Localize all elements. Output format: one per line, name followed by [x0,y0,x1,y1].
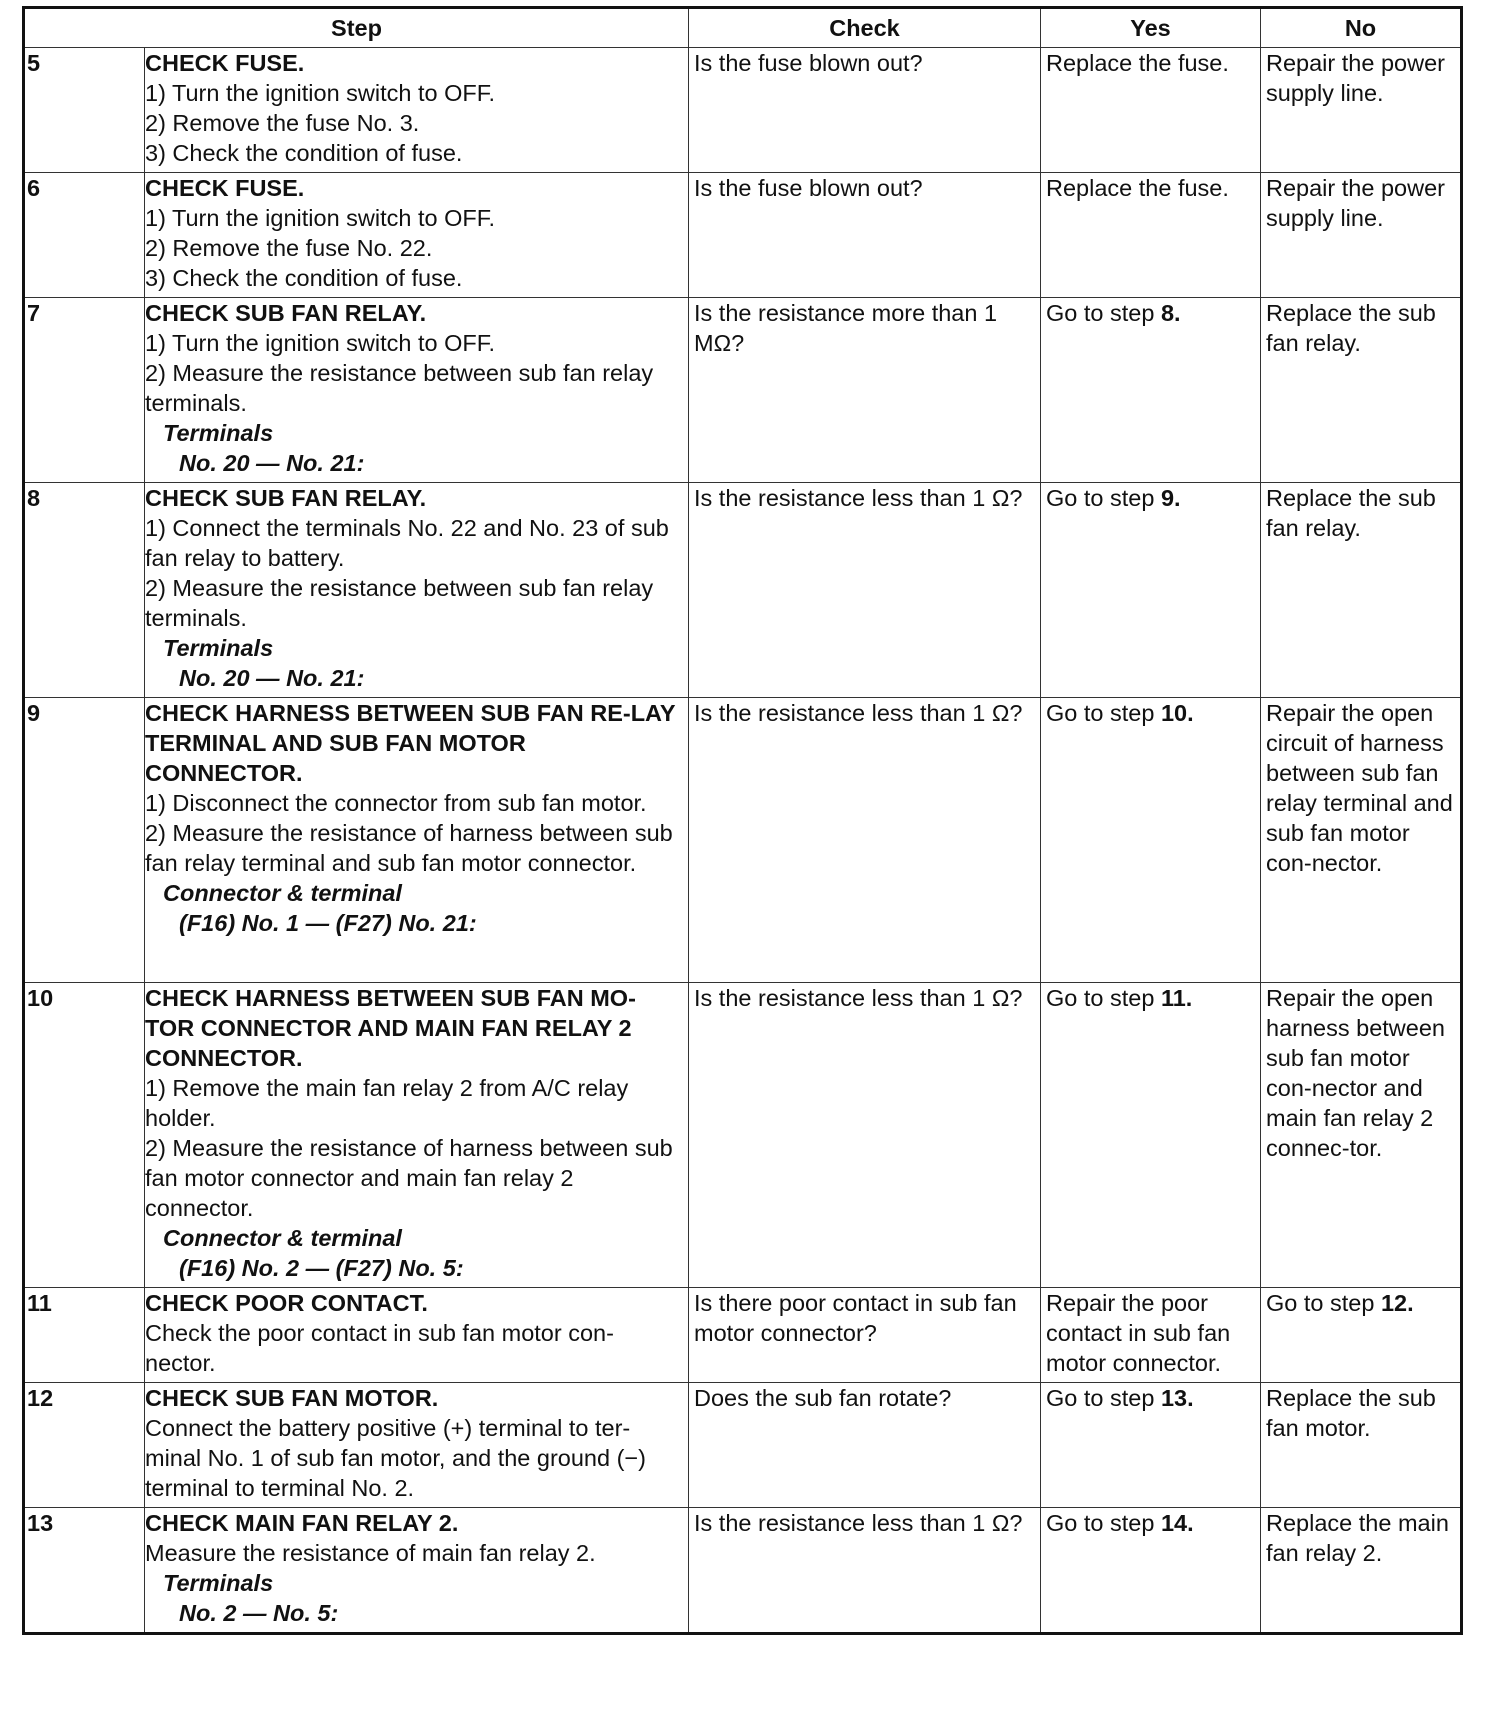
step-title: CHECK SUB FAN RELAY. [145,300,427,326]
step-cell [145,483,689,698]
spec-label: Terminals [163,635,274,661]
no-action [1261,983,1462,1288]
yes-action [1041,983,1261,1288]
yes-goto-label: Go to step [1046,1385,1161,1411]
no-action [1261,1508,1462,1634]
header-check: Check [689,8,1041,48]
step-instruction: 1) Remove the main fan relay 2 from A/C relay holder. [145,1075,629,1131]
step-cell [145,173,689,298]
spec-value: (F16) No. 2 — (F27) No. 5: [179,1255,464,1281]
table-row [24,1288,1462,1383]
yes-goto-step: 8. [1160,300,1181,326]
yes-goto-step: 10. [1160,700,1194,726]
yes-action [1041,1508,1261,1634]
header-yes: Yes [1041,8,1261,48]
step-title: CHECK FUSE. [145,50,305,76]
step-number: 11 [24,1288,145,1383]
yes-goto-step: 14. [1160,1510,1194,1536]
step-title: CHECK HARNESS BETWEEN SUB FAN RE-LAY TERMINAL AND SUB FAN MOTOR CONNECTOR. [145,700,676,786]
no-text: Replace the main fan relay 2. [1266,1510,1449,1566]
spec-label: Connector & terminal [163,880,402,906]
no-text: Replace the sub fan relay. [1266,300,1436,356]
no-action [1261,698,1462,983]
step-title: CHECK POOR CONTACT. [145,1290,428,1316]
step-title: CHECK MAIN FAN RELAY 2. [145,1510,459,1536]
yes-goto-label: Go to step [1046,700,1161,726]
step-instruction: 1) Turn the ignition switch to OFF. [145,330,496,356]
step-instruction: 2) Remove the fuse No. 3. [145,110,420,136]
check-question: Is the fuse blown out? [689,48,1041,173]
table-body [24,48,1462,1634]
step-cell [145,48,689,173]
yes-goto-label: Go to step [1046,485,1161,511]
step-instruction: 2) Measure the resistance of harness between sub fan motor connector and main fan relay 2 connector. [145,1135,673,1221]
step-instruction: 1) Connect the terminals No. 22 and No. 23 of sub fan relay to battery. [145,515,669,571]
table-row [24,983,1462,1288]
spec-value: No. 2 — No. 5: [179,1600,339,1626]
check-question: Is the resistance less than 1 Ω? [689,698,1041,983]
yes-text: Replace the fuse. [1046,175,1229,201]
check-question: Is the resistance less than 1 Ω? [689,483,1041,698]
step-instruction: 1) Disconnect the connector from sub fan motor. [145,790,647,816]
spec-value: (F16) No. 1 — (F27) No. 21: [179,910,477,936]
yes-goto-step: 11. [1160,985,1193,1011]
header-no: No [1261,8,1462,48]
no-action [1261,1288,1462,1383]
check-question: Is the resistance more than 1 MΩ? [689,298,1041,483]
step-number: 12 [24,1383,145,1508]
table-row [24,698,1462,983]
spec-label: Connector & terminal [163,1225,402,1251]
yes-text: Replace the fuse. [1046,50,1229,76]
step-title: CHECK HARNESS BETWEEN SUB FAN MO-TOR CONNECTOR AND MAIN FAN RELAY 2 CONNECTOR. [145,985,636,1071]
check-question: Does the sub fan rotate? [689,1383,1041,1508]
no-action [1261,298,1462,483]
table-row [24,483,1462,698]
no-text: Repair the power supply line. [1266,175,1445,231]
step-cell [145,1508,689,1634]
table-row [24,298,1462,483]
table-row [24,48,1462,173]
step-instruction: 3) Check the condition of fuse. [145,140,463,166]
yes-action [1041,173,1261,298]
check-question: Is the resistance less than 1 Ω? [689,983,1041,1288]
header-step: Step [24,8,689,48]
check-question: Is the fuse blown out? [689,173,1041,298]
yes-action [1041,48,1261,173]
spec-value: No. 20 — No. 21: [179,665,365,691]
no-action [1261,1383,1462,1508]
step-number: 9 [24,698,145,983]
yes-goto-label: Go to step [1046,985,1161,1011]
no-text: Repair the open circuit of harness between sub fan relay terminal and sub fan motor con-nector. [1266,700,1453,876]
step-number: 6 [24,173,145,298]
spec-label: Terminals [163,420,274,446]
no-text: Repair the power supply line. [1266,50,1445,106]
step-cell [145,298,689,483]
step-instruction: Check the poor contact in sub fan motor con-nector. [145,1320,614,1376]
yes-goto-step: 9. [1160,485,1181,511]
check-question: Is the resistance less than 1 Ω? [689,1508,1041,1634]
yes-action [1041,1288,1261,1383]
yes-action [1041,698,1261,983]
table-header-row [24,8,1462,48]
step-cell [145,1383,689,1508]
yes-goto-label: Go to step [1046,1510,1161,1536]
step-instruction: 2) Measure the resistance of harness between sub fan relay terminal and sub fan motor connector. [145,820,673,876]
step-title: CHECK SUB FAN RELAY. [145,485,427,511]
diagnostic-procedure-sheet [22,6,1460,1635]
step-instruction: 2) Remove the fuse No. 22. [145,235,433,261]
spec-value: No. 20 — No. 21: [179,450,365,476]
no-action [1261,173,1462,298]
step-title: CHECK FUSE. [145,175,305,201]
step-number: 8 [24,483,145,698]
no-action [1261,483,1462,698]
step-instruction: 2) Measure the resistance between sub fan relay terminals. [145,575,654,631]
yes-goto-step: 13. [1160,1385,1194,1411]
step-title: CHECK SUB FAN MOTOR. [145,1385,439,1411]
no-goto-label: Go to step [1266,1290,1381,1316]
table-row [24,173,1462,298]
yes-text: Repair the poor contact in sub fan motor connector. [1046,1290,1231,1376]
step-cell [145,698,689,983]
yes-action [1041,298,1261,483]
no-action [1261,48,1462,173]
yes-action [1041,1383,1261,1508]
step-cell [145,983,689,1288]
table-row [24,1383,1462,1508]
step-instruction: 1) Turn the ignition switch to OFF. [145,205,496,231]
step-instruction: 1) Turn the ignition switch to OFF. [145,80,496,106]
no-text: Replace the sub fan relay. [1266,485,1436,541]
step-instruction: Connect the battery positive (+) terminal to ter-minal No. 1 of sub fan motor, and the ground (−) terminal to terminal No. 2. [145,1415,646,1501]
check-question: Is there poor contact in sub fan motor connector? [689,1288,1041,1383]
diagnostic-table [22,6,1463,1635]
step-number: 5 [24,48,145,173]
table-row [24,1508,1462,1634]
step-number: 10 [24,983,145,1288]
no-text: Replace the sub fan motor. [1266,1385,1436,1441]
no-goto-step: 12. [1380,1290,1414,1316]
yes-action [1041,483,1261,698]
step-instruction: Measure the resistance of main fan relay 2. [145,1540,596,1566]
no-text: Repair the open harness between sub fan motor con-nector and main fan relay 2 connec-tor. [1266,985,1445,1161]
spec-label: Terminals [163,1570,274,1596]
step-instruction: 3) Check the condition of fuse. [145,265,463,291]
step-number: 7 [24,298,145,483]
yes-goto-label: Go to step [1046,300,1161,326]
step-cell [145,1288,689,1383]
step-instruction: 2) Measure the resistance between sub fan relay terminals. [145,360,654,416]
step-number: 13 [24,1508,145,1634]
